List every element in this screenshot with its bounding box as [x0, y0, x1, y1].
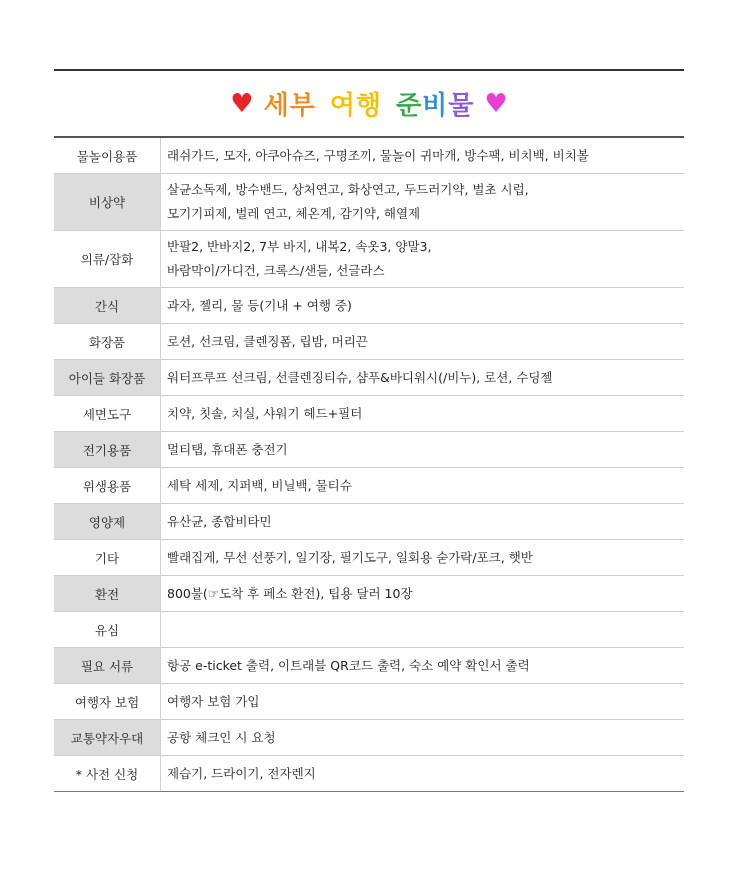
table-row: [54, 575, 684, 611]
row-value: [161, 432, 684, 467]
row-value: [161, 360, 684, 395]
row-value-line: 로션, 선크림, 클렌징폼, 립밤, 머리끈: [167, 333, 368, 349]
row-value-line: 래쉬가드, 모자, 아쿠아슈즈, 구명조끼, 물놀이 귀마개, 방수팩, 비치백, 비치볼: [167, 147, 589, 163]
row-value: [161, 648, 684, 683]
row-label: 여행자 보험: [54, 684, 161, 719]
row-label: 간식: [54, 288, 161, 323]
table-row: [54, 173, 684, 230]
row-value: [161, 174, 684, 230]
table-row: [54, 647, 684, 683]
row-value-line: 모기기피제, 벌레 연고, 체온계, 감기약, 해열제: [167, 206, 421, 221]
table-row: [54, 503, 684, 539]
row-label: 필요 서류: [54, 648, 161, 683]
row-value: [161, 684, 684, 719]
table-row: [54, 539, 684, 575]
row-value: [161, 288, 684, 323]
row-value: [161, 756, 684, 791]
row-value-line: 과자, 젤리, 물 등(기내 + 여행 중): [167, 297, 352, 313]
row-value-line: 워터프루프 선크림, 선클렌징티슈, 샴푸&바디워시(/비누), 로션, 수딩젤: [167, 369, 553, 385]
row-label: 환전: [54, 576, 161, 611]
row-value: [161, 504, 684, 539]
table-row: [54, 138, 684, 173]
row-label: 비상약: [54, 174, 161, 230]
row-label: 기타: [54, 540, 161, 575]
row-value-line: 바람막이/가디건, 크록스/샌들, 선글라스: [167, 263, 385, 278]
row-value-line: 빨래집게, 무선 선풍기, 일기장, 필기도구, 일회용 숟가락/포크, 햇반: [167, 549, 533, 565]
row-label: 영양제: [54, 504, 161, 539]
heart-left-icon: ♥: [230, 88, 254, 119]
heart-right-icon: ♥: [484, 88, 508, 119]
row-value: [161, 612, 684, 647]
table-row: [54, 431, 684, 467]
row-value-line: 살균소독제, 방수밴드, 상처연고, 화상연고, 두드러기약, 벌초 시럽,: [167, 182, 529, 197]
row-value: [161, 720, 684, 755]
row-value-line: 800불(☞도착 후 페소 환전), 팁용 달러 10장: [167, 585, 413, 601]
row-label: 위생용품: [54, 468, 161, 503]
row-value: [161, 468, 684, 503]
row-value-line: 여행자 보험 가입: [167, 693, 260, 709]
row-label: 전기용품: [54, 432, 161, 467]
table-row: [54, 395, 684, 431]
row-value-line: 항공 e-ticket 출력, 이트래블 QR코드 출력, 숙소 예약 확인서 출력: [167, 657, 530, 673]
table-row: [54, 755, 684, 791]
row-value-line: 치약, 칫솔, 치실, 샤워기 헤드+필터: [167, 405, 363, 421]
row-label: 유심: [54, 612, 161, 647]
table-row: [54, 323, 684, 359]
row-value: [161, 576, 684, 611]
row-value-line: 공항 체크인 시 요청: [167, 729, 276, 745]
table-row: [54, 230, 684, 287]
row-value: [161, 396, 684, 431]
table-row: [54, 719, 684, 755]
table-row: [54, 683, 684, 719]
row-value-line: 제습기, 드라이기, 전자렌지: [167, 765, 316, 781]
table-row: [54, 359, 684, 395]
title-word-1: 세부: [263, 91, 316, 121]
title-row: [54, 71, 684, 138]
row-value: [161, 324, 684, 359]
row-value-line: 유산균, 종합비타민: [167, 513, 272, 529]
row-label: 화장품: [54, 324, 161, 359]
table-row: [54, 467, 684, 503]
table-row: [54, 611, 684, 647]
title-word-2: 여행: [329, 91, 383, 121]
row-value: [161, 138, 684, 173]
row-value: [161, 540, 684, 575]
row-value: [161, 231, 684, 287]
row-label: 물놀이용품: [54, 138, 161, 173]
row-label: 아이들 화장품: [54, 360, 161, 395]
row-value-line: 세탁 세제, 지퍼백, 비닐백, 물티슈: [167, 477, 352, 493]
title-word-3: 준비물: [396, 91, 475, 121]
row-value-line: 멀티탭, 휴대폰 충전기: [167, 441, 288, 457]
row-label: 세면도구: [54, 396, 161, 431]
page-title: [264, 85, 475, 122]
row-label: * 사전 신청: [54, 756, 161, 791]
row-value-line: 반팔2, 반바지2, 7부 바지, 내복2, 속옷3, 양말3,: [167, 239, 432, 254]
checklist-table: [54, 69, 684, 792]
table-row: [54, 287, 684, 323]
row-label: 교통약자우대: [54, 720, 161, 755]
row-label: 의류/잡화: [54, 231, 161, 287]
table-body: [54, 138, 684, 791]
